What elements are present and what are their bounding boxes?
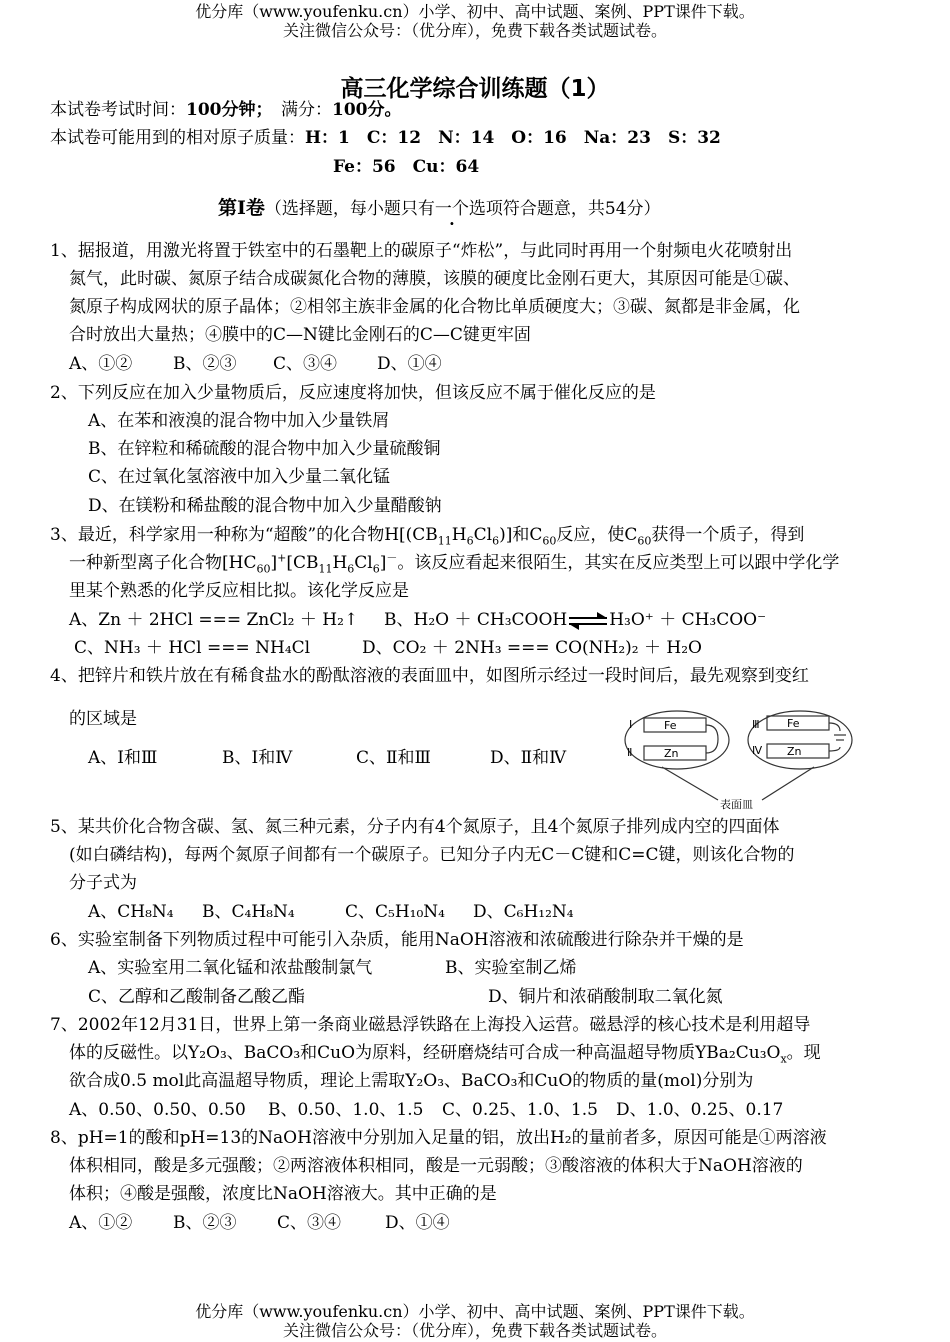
pointer-left: [662, 767, 718, 800]
q3-line-2a: 一种新型离子化合物[HC: [69, 553, 257, 573]
q6-option-c[interactable]: C、乙醇和乙酸制备乙酸乙酯: [88, 987, 306, 1007]
region-label-1: Ⅰ: [629, 718, 633, 731]
q8-option-d[interactable]: D、①④: [385, 1213, 450, 1233]
q7-option-a[interactable]: A、0.50、0.50、0.50: [69, 1100, 246, 1120]
q1-option-c[interactable]: C、③④: [273, 354, 338, 374]
q5-options: [88, 900, 574, 924]
q1-option-b[interactable]: B、②③: [173, 354, 237, 374]
q6-option-a[interactable]: A、实验室用二氧化锰和浓盐酸制氯气: [88, 958, 373, 978]
q7-option-c[interactable]: C、0.25、1.0、1.5: [442, 1100, 598, 1120]
region-label-3: Ⅲ: [752, 718, 760, 731]
section-desc-a: （选择题，每小题只有: [264, 199, 435, 219]
q4-option-b[interactable]: B、Ⅰ和Ⅳ: [222, 748, 293, 768]
q3-option-c[interactable]: C、NH₃ ＋ HCl === NH₄Cl: [74, 638, 311, 658]
q1-line-2: 氮气，此时碳、氮原子结合成碳氮化合物的薄膜，该膜的硬度比金刚石更大，其原因可能是①碳、: [69, 269, 800, 289]
q3-options-ab: [69, 608, 766, 632]
q6-stem: 6、实验室制备下列物质过程中可能引入杂质，能用NaOH溶液和浓硫酸进行除杂并干燥的是: [50, 930, 744, 950]
q5-option-d[interactable]: D、C₆H₁₂N₄: [473, 902, 574, 922]
q5-option-a[interactable]: A、CH₈N₄: [88, 902, 174, 922]
region-label-2: Ⅱ: [627, 746, 633, 759]
q1-option-d[interactable]: D、①④: [377, 354, 442, 374]
region-label-4: Ⅳ: [752, 744, 763, 757]
q4-line-1: 4、把锌片和铁片放在有稀食盐水的酚酞溶液的表面皿中，如图所示经过一段时间后，最先观察到变红: [50, 666, 809, 686]
q7-line-3: 欲合成0.5 mol此高温超导物质，理论上需取Y₂O₃、BaCO₃和CuO的物质的量(mol)分别为: [69, 1071, 754, 1091]
footer-line-1: 优分库（www.youfenku.cn）小学、初中、高中试题、案例、PPT课件下载。: [195, 1302, 755, 1321]
q3-option-a[interactable]: A、Zn ＋ 2HCl === ZnCl₂ ＋ H₂↑: [69, 610, 359, 630]
fe-label-right: Fe: [787, 717, 800, 730]
section-desc-b: 选项符合题意，共54分）: [468, 199, 661, 219]
exam-info-line: [50, 98, 402, 122]
section-desc-emph: 一个: [434, 199, 469, 219]
battery-wire-bottom: [829, 747, 840, 751]
q2-option-b[interactable]: B、在锌粒和稀硫酸的混合物中加入少量硫酸铜: [88, 439, 441, 459]
watch-glass-caption: 表面皿: [720, 798, 753, 811]
equilibrium-arrow-icon: [567, 611, 609, 631]
q5-option-b[interactable]: B、C₄H₈N₄: [202, 902, 295, 922]
q1-line-1: 1、据报道，用激光将置于铁室中的石墨靶上的碳原子“炸松”，与此同时再用一个射频电火花喷射出: [50, 241, 793, 261]
mass-label: 本试卷可能用到的相对原子质量：: [50, 128, 305, 148]
score-label: 满分：: [281, 100, 332, 120]
q5-line-3: 分子式为: [69, 873, 137, 893]
q7-line-2: 体的反磁性。以Y₂O₃、BaCO₃和CuO为原料，经研磨烧结可合成一种高温超导物质$YBa_2Cu_3O_x$。现: [69, 1043, 821, 1066]
q6-option-b[interactable]: B、实验室制乙烯: [445, 958, 577, 978]
section-name: 第Ⅰ卷: [218, 197, 265, 219]
q3-option-b[interactable]: [384, 610, 766, 630]
q8-line-3: 体积；④酸是强酸，浓度比NaOH溶液大。其中正确的是: [69, 1184, 497, 1204]
q3-line-1a: 3、最近，科学家用一种称为“超酸”的化合物H[(CB: [50, 525, 438, 545]
atomic-mass-line: [50, 126, 721, 150]
header-line-2: 关注微信公众号：（优分库），免费下载各类试题试卷。: [282, 21, 667, 40]
q1-line-3: 氮原子构成网状的原子晶体；②相邻主族非金属的化合物比单质硬度大；③碳、氮都是非金属，化: [69, 297, 800, 317]
zn-label-left: Zn: [664, 747, 679, 760]
q5-line-2: (如白磷结构)，每两个氮原子间都有一个碳原子。已知分子内无C－C键和C=C键，则该化合物的: [69, 845, 795, 865]
q7-line-2b: 。现: [786, 1043, 821, 1063]
q7-option-d[interactable]: D、1.0、0.25、0.17: [616, 1100, 784, 1120]
q3-line-3: 里某个熟悉的化学反应相比拟。该化学反应是: [69, 581, 409, 601]
q8-option-b[interactable]: B、②③: [173, 1213, 237, 1233]
watch-glass-figure: [622, 707, 860, 811]
q3-option-b-left: B、H₂O ＋ CH₃COOH: [384, 610, 568, 630]
q3-option-b-right: H₃O⁺ ＋ CH₃COO⁻: [609, 610, 767, 630]
q7-line-1: 7、2002年12月31日，世界上第一条商业磁悬浮铁路在上海投入运营。磁悬浮的核心技术是利用超导: [50, 1015, 811, 1035]
q8-line-1: 8、pH=1的酸和pH=13的NaOH溶液中分别加入足量的铝，放出H₂的量前者多，原因可能是①两溶液: [50, 1128, 827, 1148]
q1-line-4: 合时放出大量热；④膜中的C—N键比金刚石的C—C键更牢固: [69, 325, 531, 345]
q4-option-c[interactable]: C、Ⅱ和Ⅲ: [356, 748, 431, 768]
q8-option-a[interactable]: A、①②: [69, 1213, 133, 1233]
time-label: 本试卷考试时间：: [50, 100, 186, 120]
pointer-right: [762, 767, 814, 800]
q3-line-1: 3、最近，科学家用一种称为“超酸”的化合物$H[(CB_{11}H_6Cl_6)]$和$C_{60}$反应，使$C_{60}$获得一个质子，得到: [50, 525, 805, 548]
zn-label-right: Zn: [787, 745, 802, 758]
header-line-1: 优分库（www.youfenku.cn）小学、初中、高中试题、案例、PPT课件下载。: [195, 2, 755, 21]
q7-option-b[interactable]: B、0.50、1.0、1.5: [268, 1100, 424, 1120]
q2-option-d[interactable]: D、在镁粉和稀盐酸的混合物中加入少量醋酸钠: [88, 496, 442, 516]
q7-line-2a: 体的反磁性。以Y₂O₃、BaCO₃和CuO为原料，经研磨烧结可合成一种高温超导物质YBa₂Cu₃O: [69, 1043, 781, 1063]
q4-options: [88, 746, 566, 770]
battery-wire-top: [829, 723, 840, 731]
q8-line-2: 体积相同，酸是多元强酸；②两溶液体积相同，酸是一元弱酸；③酸溶液的体积大于NaOH溶液的: [69, 1156, 803, 1176]
q4-option-d[interactable]: D、Ⅱ和Ⅳ: [490, 748, 567, 768]
q3-line-2d: 。该反应看起来很陌生，其实在反应类型上可以跟中学化学: [397, 553, 840, 573]
q2-option-c[interactable]: C、在过氧化氢溶液中加入少量二氧化锰: [88, 467, 391, 487]
q1-option-a[interactable]: A、①②: [69, 354, 133, 374]
q8-option-c[interactable]: C、③④: [277, 1213, 342, 1233]
fe-label-left: Fe: [664, 719, 677, 732]
q4-option-a[interactable]: A、Ⅰ和Ⅲ: [88, 748, 158, 768]
q2-stem: 2、下列反应在加入少量物质后，反应速度将加快，但该反应不属于催化反应的是: [50, 383, 656, 403]
q8-options: [69, 1211, 450, 1235]
page-title: 高三化学综合训练题（1）: [340, 76, 610, 102]
q2-option-a[interactable]: A、在苯和液溴的混合物中加入少量铁屑: [88, 411, 390, 431]
time-value: 100分钟；: [186, 100, 264, 120]
q5-line-1: 5、某共价化合物含碳、氢、氮三种元素，分子内有4个氮原子，且4个氮原子排列成内空的四面体: [50, 817, 780, 837]
q7-options: [69, 1098, 783, 1122]
q3-option-d[interactable]: D、CO₂ ＋ 2NH₃ === CO(NH₂)₂ ＋ H₂O: [362, 638, 702, 658]
footer-line-2: 关注微信公众号：（优分库），免费下载各类试题试卷。: [282, 1321, 667, 1340]
q3-line-2: 一种新型离子化合物$[HC_{60}]^+[CB_{11}H_6Cl_6]^-$。该反应看起来很陌生，其实在反应类型上可以跟中学化学: [69, 551, 840, 576]
q5-option-c[interactable]: C、C₅H₁₀N₄: [345, 902, 445, 922]
section-heading: [218, 196, 661, 221]
q1-options: [69, 352, 442, 376]
mass-values-1: H：1 C：12 N：14 O：16 Na：23 S：32: [305, 128, 721, 148]
q6-options-ab: [88, 956, 577, 980]
q3-options-cd: [74, 636, 702, 660]
score-value: 100分。: [332, 100, 402, 120]
wire-left: [706, 725, 718, 753]
q6-option-d[interactable]: D、铜片和浓硝酸制取二氧化氮: [488, 987, 723, 1007]
q6-options-cd: [88, 985, 723, 1009]
q4-line-2: 的区域是: [69, 709, 137, 729]
mass-values-2: Fe：56 Cu：64: [333, 157, 480, 177]
